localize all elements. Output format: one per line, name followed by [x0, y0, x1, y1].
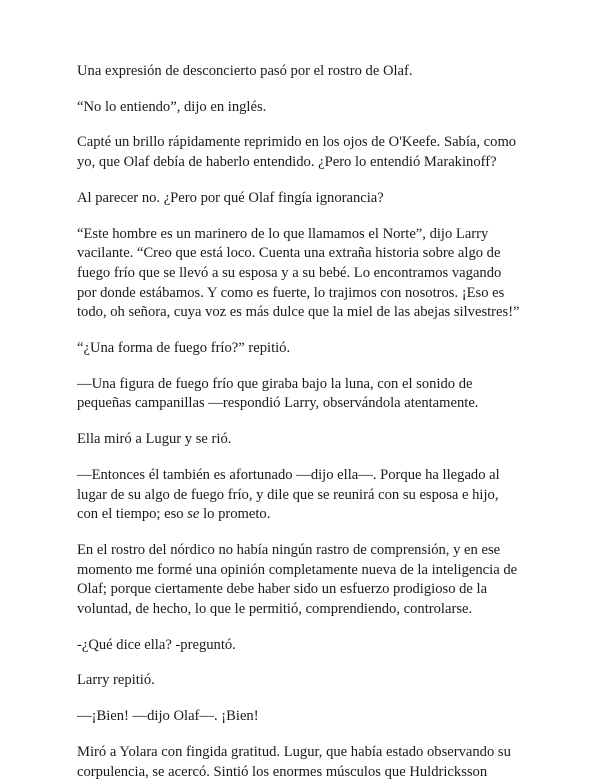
- paragraph-6: “¿Una forma de fuego frío?” repitió.: [77, 340, 291, 357]
- paragraph-3: Capté un brillo rápidamente reprimido en los ojos de O'Keefe. Sabía, como yo, que Olaf debía de haberlo entendido. ¿Pero lo entendió Marakinoff?: [77, 134, 517, 171]
- paragraph-10: En el rostro del nórdico no había ningún rastro de comprensión, y en ese momento me formé una opinión completamente nueva de la inteligencia de Olaf; porque ciertamente debe haber sido un esfuerzo prodigioso de la voluntad, de hecho, lo que le permitió, comprendiendo, controlarse.: [77, 541, 518, 618]
- paragraph-5: “Este hombre es un marinero de lo que llamamos el Norte”, dijo Larry vacilante. “Creo que está loco. Cuenta una extraña historia sobre algo de fuego frío que se llevó a su esposa y a su bebé. Lo encontramos vagando por donde estábamos. Y como es fuerte, lo trajimos con nosotros. ¡Eso es todo, oh señora, cuya voz es más dulce que la miel de las abejas silvestres!”: [77, 225, 520, 321]
- emphasis: se: [187, 506, 200, 523]
- paragraph-8: Ella miró a Lugur y se rió.: [77, 431, 232, 448]
- paragraph-1: Una expresión de desconcierto pasó por el rostro de Olaf.: [77, 63, 413, 79]
- paragraph-2: “No lo entiendo”, dijo en inglés.: [77, 98, 267, 115]
- paragraph-13: —¡Bien! —dijo Olaf—. ¡Bien!: [77, 708, 259, 725]
- paragraph-7: —Una figura de fuego frío que giraba bajo la luna, con el sonido de pequeñas campanillas —respondió Larry, observándola atentamente.: [77, 375, 479, 412]
- paragraph-11: -¿Qué dice ella? -preguntó.: [77, 636, 236, 653]
- document-page: [77, 62, 537, 782]
- paragraph-4: Al parecer no. ¿Pero por qué Olaf fingía ignorancia?: [77, 189, 384, 206]
- paragraph-12: Larry repitió.: [77, 672, 155, 689]
- paragraph-14: Miró a Yolara con fingida gratitud. Lugur, que había estado observando su corpulencia, se acercó. Sintió los enormes músculos que Huldricksson: [77, 743, 511, 780]
- paragraph-9: —Entonces él también es afortunado —dijo ella—. Porque ha llegado al lugar de su algo de fuego frío, y dile que se reunirá con su esposa e hijo, con el tiempo; eso se lo prometo.: [77, 466, 500, 523]
